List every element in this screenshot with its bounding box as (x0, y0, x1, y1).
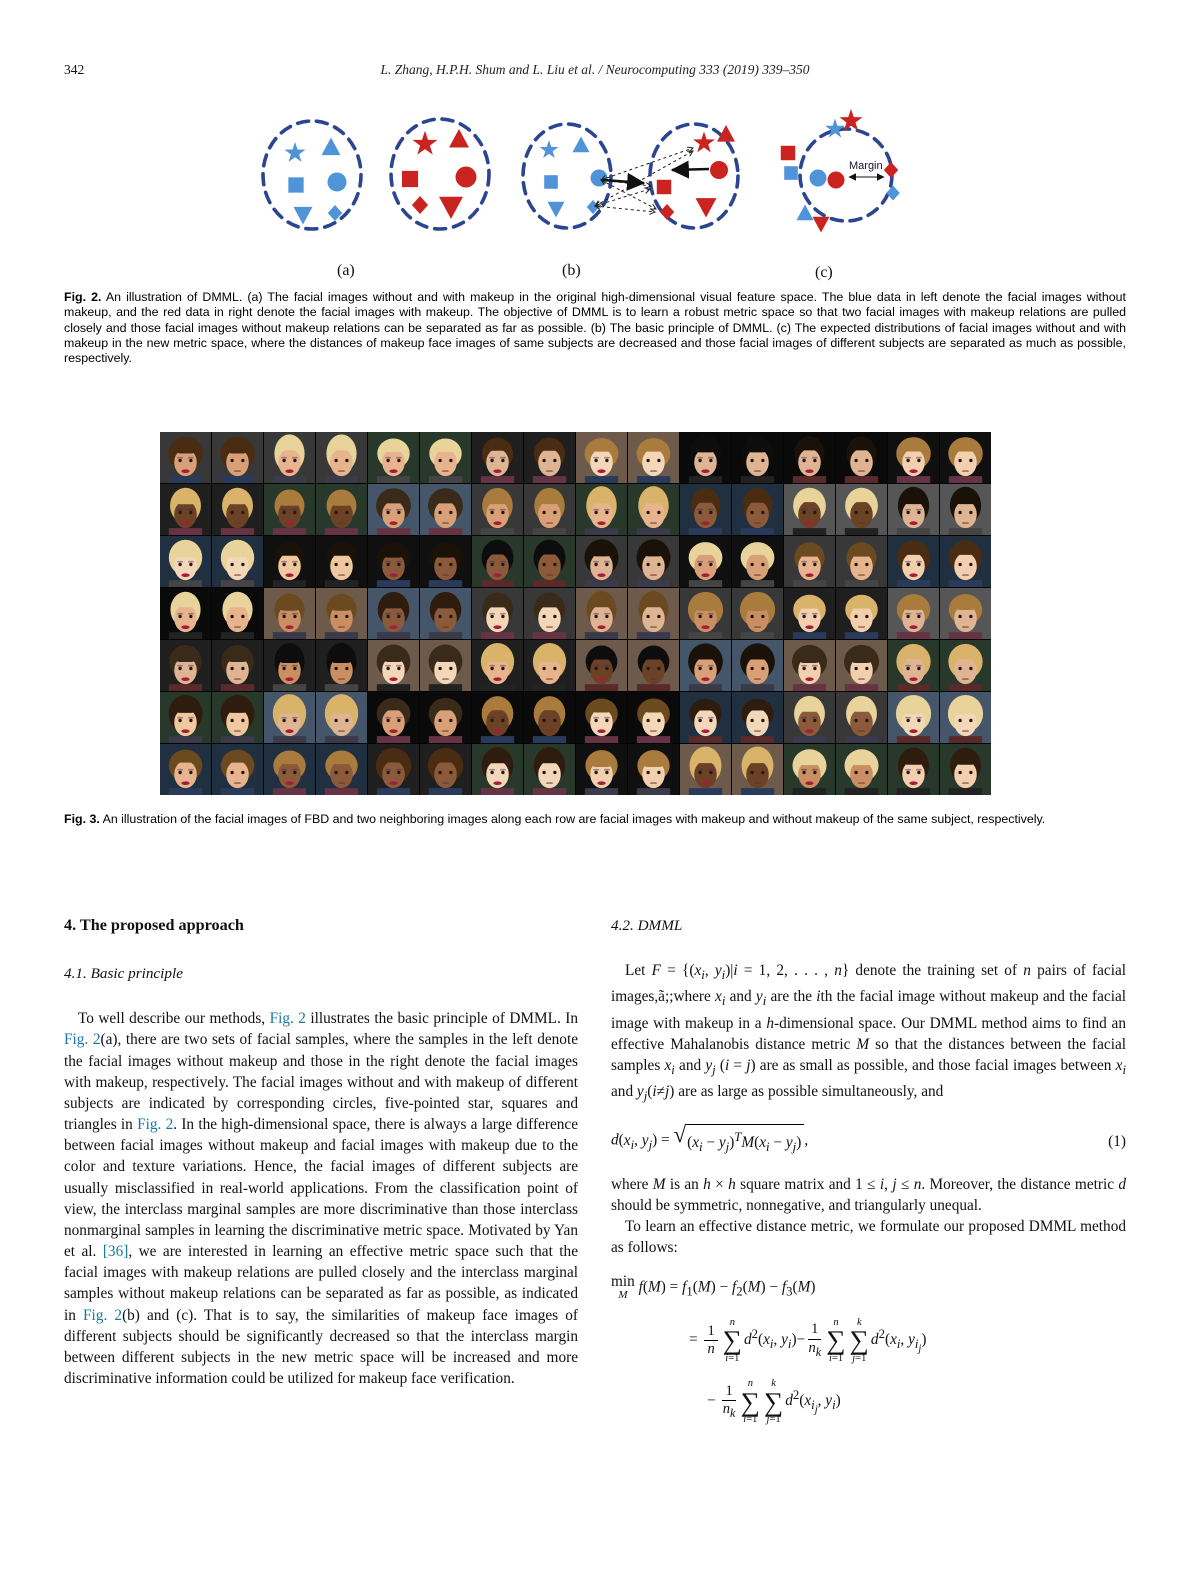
face-tile (472, 484, 523, 535)
red-circ-icon (710, 161, 728, 179)
face-tile (420, 640, 471, 691)
red-nab-icon (439, 197, 463, 219)
equation-1-number: (1) (1108, 1132, 1126, 1150)
face-tile (420, 588, 471, 639)
face-tile (212, 536, 263, 587)
face-tile (888, 588, 939, 639)
section41-paragraph: To well describe our methods, Fig. 2 illustrates the basic principle of DMML. In Fig. 2(a), there are two sets of facial samples, where the samples in the left denote the facial images without makeup and those in the right denote the facial images with makeup, respectively. The facial images without and with makeup of different subjects are indicated by corresponding circles, five-pointed star, squares and triangles in Fig. 2. In the high-dimensional space, there is always a large difference between facial images without makeup and facial images with makeup due to the color and texture variations. Hence, the facial images of different subjects are usually misclassified in real-world applications. From the classification point of view, the interclass marginal samples are more discriminative than those interclass nonmarginal samples in learning the discriminative metric space. Motivated by Yan et al. [36], we are interested in learning an effective metric space such that the facial images with makeup relations are pulled closely and the interclass marginal samples without makeup relations can be separated as far as possible, as indicated in Fig. 2(b) and (c). That is to say, the similarities of makeup face images of different subjects should be significantly decreased so that the interclass margin between different subjects in the new metric space will be increased and more discriminative information could be utilized for makeup face verification. (64, 1010, 578, 1387)
blue-circ-icon (328, 173, 347, 192)
red-star-icon (693, 131, 715, 152)
figure3-caption-tag: Fig. 3. (64, 812, 100, 826)
face-tile (576, 536, 627, 587)
face-tile (368, 432, 419, 483)
face-tile (264, 640, 315, 691)
face-tile (680, 692, 731, 743)
face-tile (368, 640, 419, 691)
red-tri-icon (449, 129, 469, 148)
face-tile (524, 640, 575, 691)
face-tile (680, 432, 731, 483)
face-tile (732, 744, 783, 795)
fig2-link[interactable]: Fig. 2 (269, 1010, 306, 1028)
blue-dia-icon (886, 186, 900, 201)
face-tile (316, 588, 367, 639)
red-dia-icon (884, 162, 898, 178)
face-tile (628, 536, 679, 587)
face-tile (784, 692, 835, 743)
section42-paragraph2: where M is an h × h square matrix and 1 ≤ i, j ≤ n. Moreover, the distance metric d should be symmetric, nonnegative, and triangularly unequal. (611, 1175, 1126, 1214)
fig2-panel-b (523, 124, 738, 228)
figure2-artwork (243, 103, 953, 283)
face-tile (784, 640, 835, 691)
figure3-caption (64, 812, 1126, 827)
face-tile (420, 484, 471, 535)
face-tile (472, 744, 523, 795)
face-tile (160, 588, 211, 639)
red-sq-icon (781, 146, 795, 160)
right-column (611, 915, 1126, 1440)
running-head (64, 62, 1126, 82)
face-tile (940, 484, 991, 535)
face-tile (160, 432, 211, 483)
face-tile (940, 536, 991, 587)
face-tile (784, 744, 835, 795)
blue-sq-icon (288, 177, 303, 192)
face-tile (732, 484, 783, 535)
face-tile (888, 536, 939, 587)
face-tile (576, 588, 627, 639)
face-tile (160, 692, 211, 743)
red-circ-icon (456, 167, 477, 188)
face-tile (316, 484, 367, 535)
face-tile (836, 588, 887, 639)
panel-b-label: (b) (562, 262, 581, 279)
face-tile (264, 432, 315, 483)
figure2-caption-text: An illustration of DMML. (a) The facial images without and with makeup in the original high-dimensional visual feature space. The blue data in left denote the facial images without makeup, and the red data in right denote the facial images with makeup. The objective of DMML is to learn a robust metric space so that two facial images with makeup relations are pulled closely and those facial images without makeup relations can be separated as far as possible. (b) The basic principle of DMML. (c) The expected distributions of facial images without and with makeup in the new metric space, where the distances of makeup face images of same subjects are decreased and those facial images of different subjects are separated as much as possible, respectively. (64, 290, 1126, 366)
face-tile (472, 432, 523, 483)
face-tile (212, 432, 263, 483)
face-tile (472, 692, 523, 743)
face-tile (316, 692, 367, 743)
face-tile (524, 588, 575, 639)
pull-arrow-left (672, 169, 709, 170)
fig2-arrows (595, 148, 709, 212)
ref-36-link[interactable]: [36] (102, 1243, 129, 1261)
cluster-a-blue (263, 121, 361, 229)
fig2-link[interactable]: Fig. 2 (83, 1306, 123, 1324)
face-tile (784, 536, 835, 587)
blue-star-icon (540, 140, 559, 158)
face-tile (836, 484, 887, 535)
face-tile (940, 640, 991, 691)
face-tile (836, 744, 887, 795)
red-nab-icon (813, 217, 830, 233)
left-column (64, 915, 578, 1389)
blue-sq-icon (544, 175, 558, 189)
face-tile (316, 432, 367, 483)
face-tile (316, 536, 367, 587)
blue-tri-icon (322, 138, 341, 156)
face-tile (940, 432, 991, 483)
equation-2-line1: min M $f(M) = f_1(M) - f_2(M) - f_3(M)$ (611, 1273, 816, 1302)
face-tile (576, 640, 627, 691)
pair-relation-dashed-arrow (595, 206, 655, 212)
equation-2-line2: = $\frac{1}{n}$ n ∑ i=1 $d^2(x_i$, $y_i)-$ $\frac{1}{n_k}$ n ∑ i=1 k ∑ j=1 $d^2(x_i$, $y_{i_j}$) (689, 1316, 927, 1364)
face-tile (836, 432, 887, 483)
face-tile (680, 484, 731, 535)
face-tile (888, 432, 939, 483)
fig3-face-grid (160, 432, 991, 795)
face-tile (420, 692, 471, 743)
fig2-panel-a (263, 119, 489, 229)
panel-c-label: (c) (815, 264, 833, 281)
face-tile (420, 432, 471, 483)
face-tile (628, 692, 679, 743)
face-tile (732, 692, 783, 743)
face-tile (472, 588, 523, 639)
face-tile (160, 484, 211, 535)
blue-circ-icon (591, 170, 608, 187)
figure2-caption-tag: Fig. 2. (64, 290, 102, 304)
red-dia-icon (660, 204, 674, 220)
face-tile (680, 588, 731, 639)
journal-citation: L. Zhang, H.P.H. Shum and L. Liu et al. / Neurocomputing 333 (2019) 339–350 (380, 62, 810, 77)
fig2-link[interactable]: Fig. 2 (137, 1116, 174, 1134)
face-tile (628, 432, 679, 483)
section42-paragraph3: To learn an effective distance metric, we formulate our proposed DMML method as follows: (611, 1217, 1126, 1257)
face-tile (732, 640, 783, 691)
margin-label: Margin (849, 160, 883, 172)
face-tile (836, 640, 887, 691)
face-tile (732, 588, 783, 639)
pair-relation-dashed-arrow (601, 148, 693, 180)
red-star-icon (412, 131, 437, 155)
face-tile (368, 536, 419, 587)
face-tile (264, 484, 315, 535)
face-tile (524, 692, 575, 743)
face-tile (264, 588, 315, 639)
figure2-caption (64, 290, 1126, 366)
face-tile (628, 484, 679, 535)
face-tile (680, 744, 731, 795)
section42-heading: 4.2. DMML (611, 917, 683, 934)
face-tile (940, 744, 991, 795)
blue-star-icon (285, 142, 306, 162)
face-tile (212, 640, 263, 691)
face-tile (888, 692, 939, 743)
face-tile (836, 536, 887, 587)
face-tile (940, 692, 991, 743)
face-tile (212, 588, 263, 639)
equation-2 (611, 1274, 1126, 1425)
face-tile (888, 640, 939, 691)
red-sq-icon (402, 171, 418, 187)
face-tile (888, 484, 939, 535)
equation-1 (611, 1124, 1126, 1158)
blue-tri-icon (573, 137, 590, 153)
face-tile (680, 536, 731, 587)
face-tile (368, 484, 419, 535)
red-dia-icon (412, 196, 428, 214)
page-number: 342 (64, 62, 85, 77)
blue-nab-icon (548, 202, 565, 218)
face-tile (368, 692, 419, 743)
face-tile (264, 744, 315, 795)
fig2-link[interactable]: Fig. 2 (64, 1031, 101, 1049)
face-tile (264, 692, 315, 743)
face-tile (576, 484, 627, 535)
face-tile (732, 432, 783, 483)
face-tile (472, 640, 523, 691)
panel-a-label: (a) (337, 262, 355, 279)
face-tile (784, 432, 835, 483)
face-tile (212, 484, 263, 535)
red-sq-icon (657, 180, 671, 194)
face-tile (316, 744, 367, 795)
face-tile (160, 744, 211, 795)
face-tile (316, 640, 367, 691)
face-tile (524, 536, 575, 587)
face-tile (524, 484, 575, 535)
face-tile (576, 744, 627, 795)
face-tile (680, 640, 731, 691)
face-tile (212, 692, 263, 743)
blue-sq-icon (784, 166, 798, 180)
face-tile (576, 692, 627, 743)
section4-heading: 4. The proposed approach (64, 916, 244, 934)
face-tile (420, 536, 471, 587)
face-tile (368, 744, 419, 795)
face-tile (524, 744, 575, 795)
face-tile (836, 692, 887, 743)
face-tile (524, 432, 575, 483)
face-tile (784, 484, 835, 535)
face-tile (576, 432, 627, 483)
equation-2-line3: − $\frac{1}{n_k}$ n ∑ i=1 k ∑ j=1 $d^2(x_{i_j}$, $y_i$) (707, 1378, 841, 1425)
blue-circ-icon (810, 170, 827, 187)
section41-heading: 4.1. Basic principle (64, 965, 183, 983)
figure3-caption-text: An illustration of the facial images of FBD and two neighboring images along each row are facial images with makeup and without makeup of the same subject, respectively. (102, 812, 1046, 826)
section42-paragraph1: Let $F = \{(x_i$, $y_i)|i = 1$, 2, . . . , n} denote the training set of n pairs of facial images,ã;;where $x_i$ and $y_i$ are the ith the facial image without makeup and the facial image with makeup in a h-dimensional space. Our DMML method aims to find an effective Mahalanobis distance metric M so that the distances between the facial samples $x_i$ and $y_j$ (i = j) are as small as possible, and those facial images between $x_i$ and $y_j(i\ne j)$ are as large as possible simultaneously, and (611, 962, 1126, 1104)
red-nab-icon (696, 198, 717, 217)
face-tile (420, 744, 471, 795)
fig2-illustration (243, 103, 953, 283)
face-tile (628, 744, 679, 795)
equation-1-body: $d(x_i$, $y_j$) = √ $(x_i - y_j)^TM(x_i - y_j)$ , (611, 1124, 1108, 1158)
face-tile (160, 536, 211, 587)
red-circ-icon (828, 172, 845, 189)
face-tile (160, 640, 211, 691)
face-tile (732, 536, 783, 587)
blue-nab-icon (294, 207, 313, 225)
face-tile (940, 588, 991, 639)
blue-tri-icon (797, 205, 814, 221)
face-tile (264, 536, 315, 587)
face-tile (628, 588, 679, 639)
face-tile (212, 744, 263, 795)
face-tile (472, 536, 523, 587)
face-tile (368, 588, 419, 639)
face-tile (888, 744, 939, 795)
face-tile (784, 588, 835, 639)
face-tile (628, 640, 679, 691)
